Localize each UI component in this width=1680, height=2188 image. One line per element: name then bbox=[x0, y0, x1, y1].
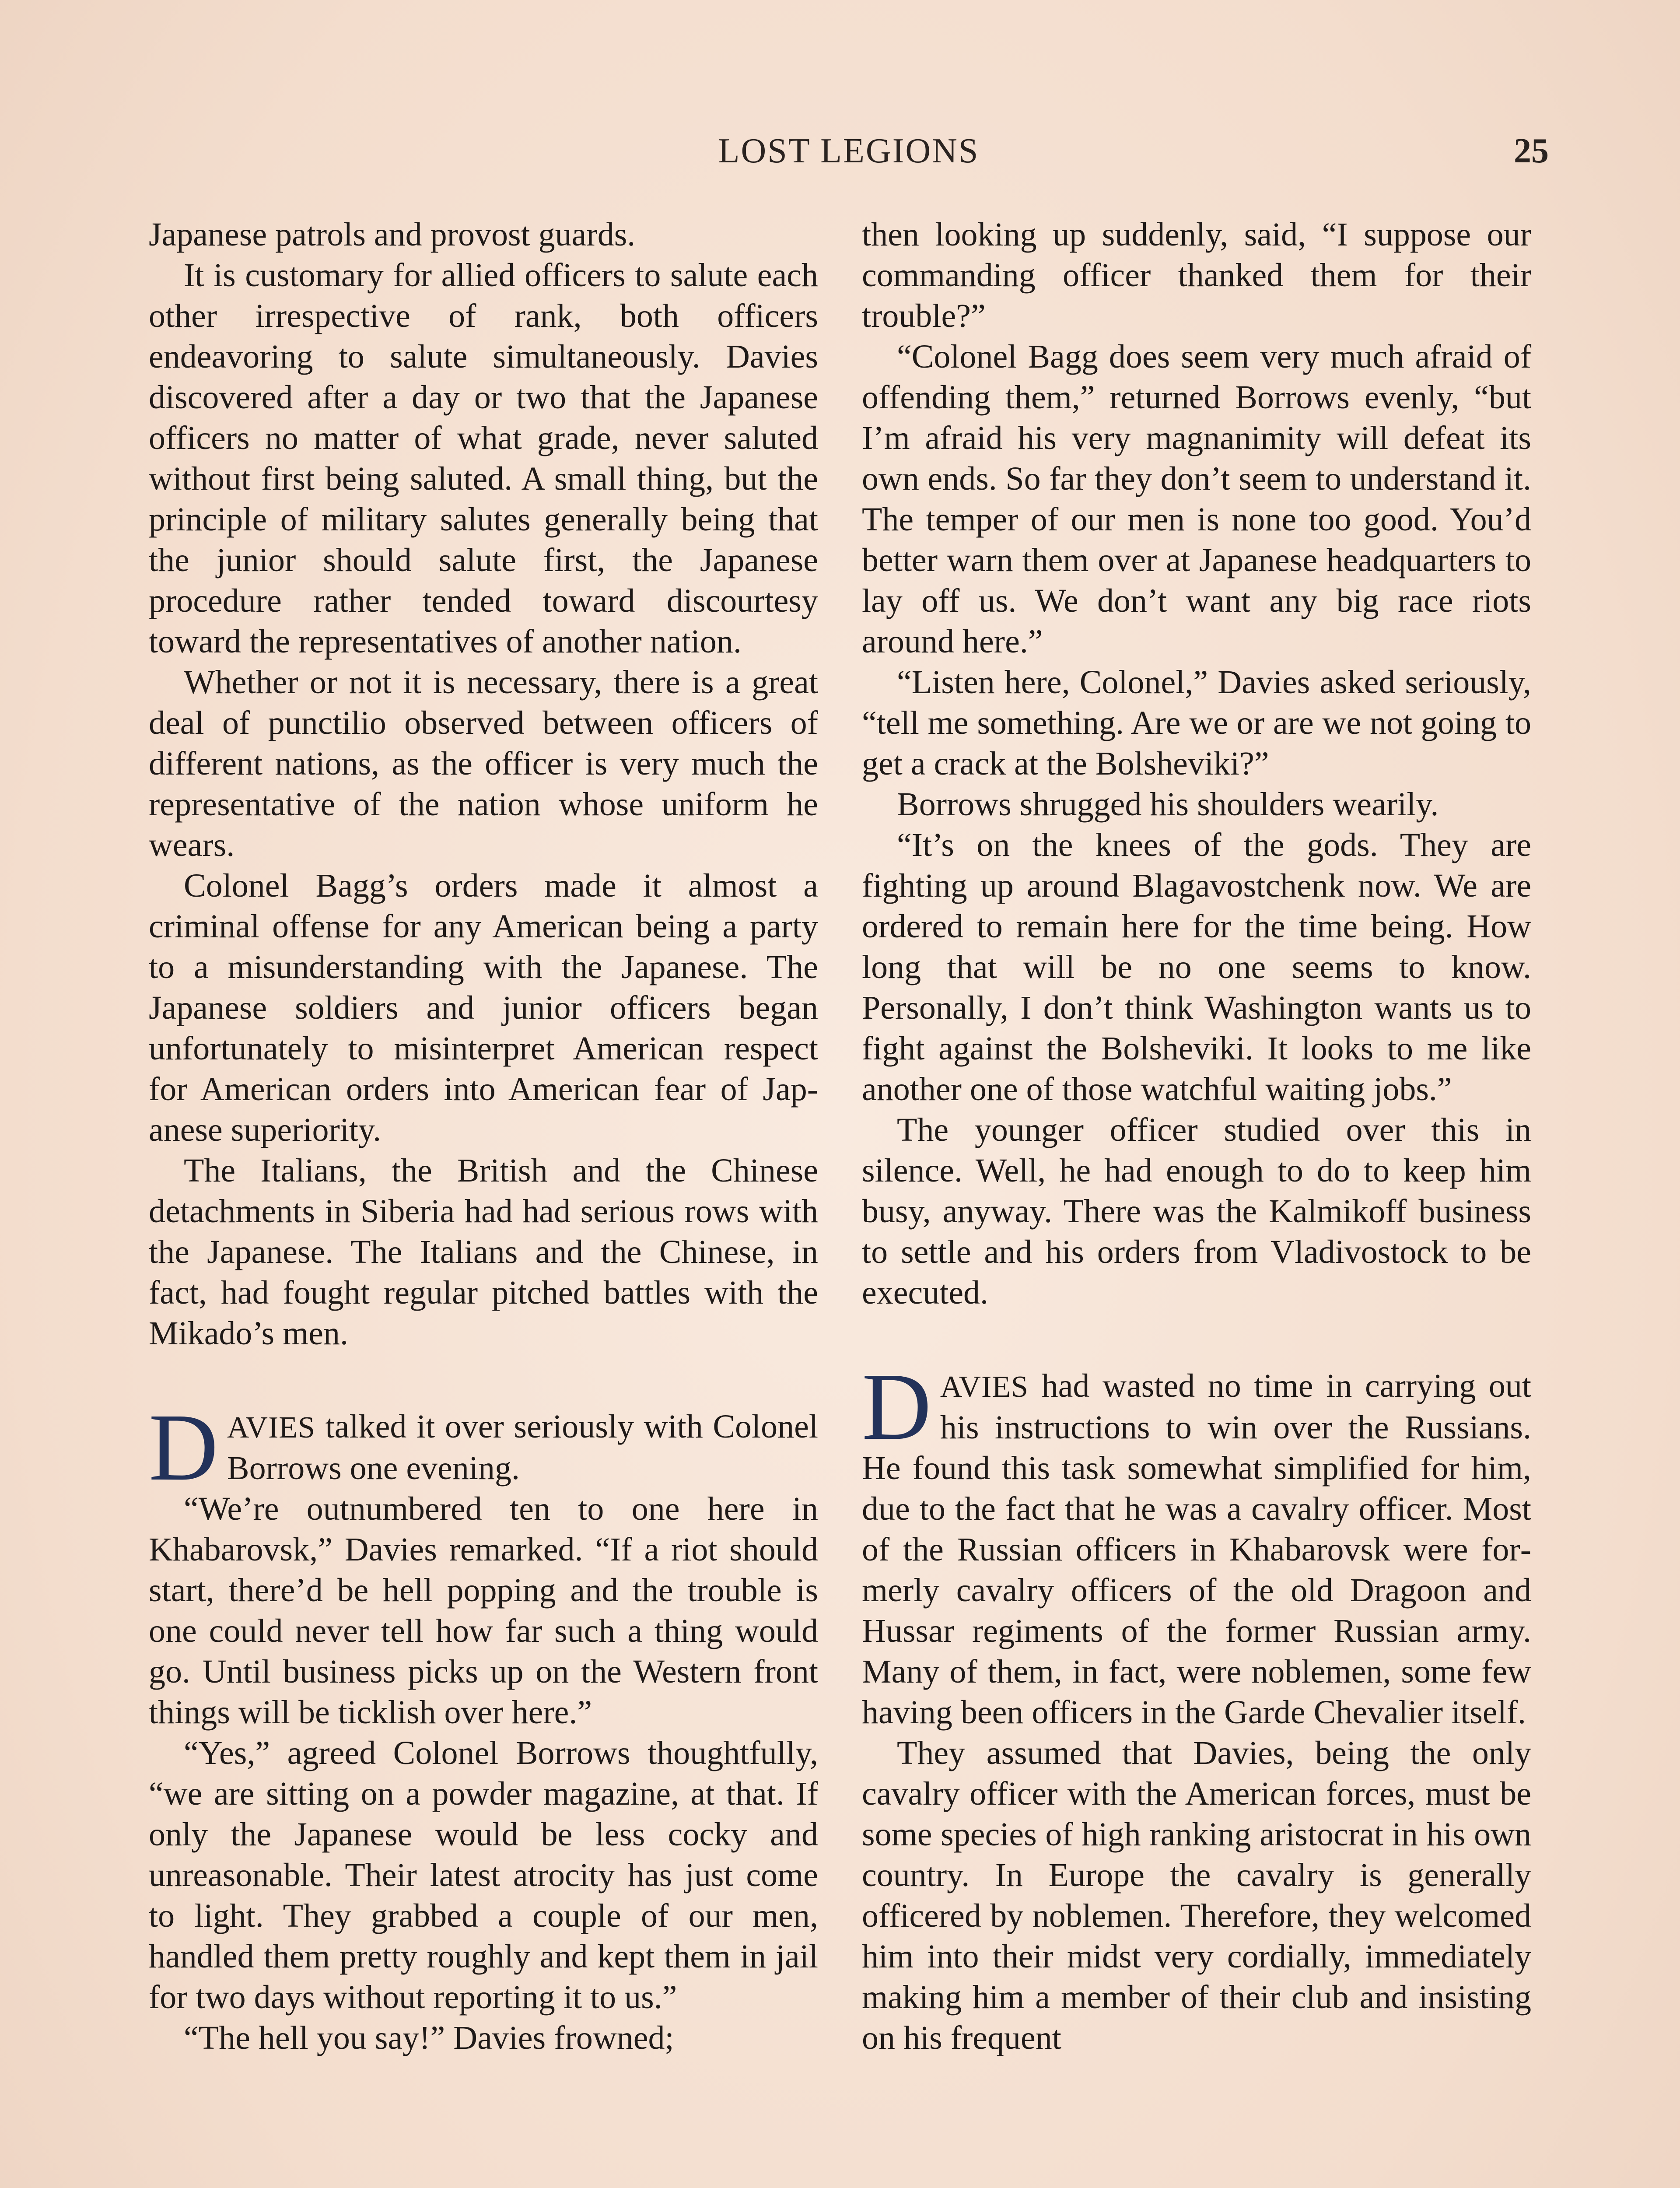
paragraph: Japanese patrols and provost guards. bbox=[149, 216, 636, 253]
page-number: 25 bbox=[1514, 132, 1549, 170]
paragraph: “Yes,” agreed Colonel Borrows thoughtfully, “we are sitting on a powder magazine, at that. If only the Japanese would be less cocky and unreasonable. Their latest atrocity has just come to light. They grabbed a couple of our men, handled them pretty roughly and kept them in jail for two days without reporting it to us.” bbox=[149, 1735, 818, 2016]
paragraph: “We’re outnumbered ten to one here in Khabarovsk,” Davies remarked. “If a riot should start, there’d be hell popping and the trouble is one could never tell how far such a thing would go. Until business picks up on the Western front things will be ticklish over here.” bbox=[149, 1490, 818, 1731]
running-title: LOST LEGIONS bbox=[718, 132, 980, 170]
paragraph-text: had wasted no time in carrying out his instructions to win over the Russians. He found this task somewhat simplified for him, due to the fact that he was a cavalry officer. Most of the Russian officers in Khabarovsk were formerly cavalry officers of the old Dragoon and Hussar regiments of the former Russian army. Many of them, in fact, were noblemen, some few having been officers in the Garde Chevalier itself. bbox=[862, 1368, 1531, 1731]
paragraph: “Listen here, Colonel,” Davies asked seriously, “tell me something. Are we or are we not going to get a crack at the Bolsheviki?” bbox=[862, 664, 1531, 782]
paragraph: Borrows shrugged his shoulders wearily. bbox=[897, 786, 1439, 823]
left-column bbox=[149, 214, 818, 2058]
section-opening-paragraph bbox=[862, 1353, 1531, 1733]
paragraph: They assumed that Davies, being the only cavalry officer with the American forces, must be some species of high ranking aristocrat in his own country. In Europe the cavalry is generally officered by noblemen. Therefore, they welcomed him into their midst very cordially, immediately making him a member of their club and insisting on his frequent bbox=[862, 1735, 1531, 2056]
section-break bbox=[149, 1354, 818, 1406]
paragraph: It is customary for allied officers to salute each other irrespective of rank, both officers endeavoring to salute simultaneously. Davies discovered after a day or two that the Japanese officers no matter of what grade, never saluted without first being saluted. A small thing, but the principle of military salutes generally being that the junior should salute first, the Japanese procedure rather tended toward discourtesy toward the representatives of another nation. bbox=[149, 257, 818, 660]
section-opening-paragraph bbox=[149, 1394, 818, 1501]
drop-cap: D bbox=[149, 1394, 218, 1501]
paragraph: Whether or not it is necessary, there is a great deal of punctilio observed between officers of different nations, as the officer is very much the representative of the nation whose uniform he wears. bbox=[149, 664, 818, 863]
small-caps-lead: AVIES bbox=[227, 1411, 315, 1445]
page-header bbox=[149, 131, 1549, 179]
right-column bbox=[862, 214, 1531, 2058]
paragraph-text: talked it over seriously with Colonel Borrows one evening. bbox=[227, 1408, 818, 1487]
paragraph: The younger officer studied over this in silence. Well, he had enough to do to keep him busy, anyway. There was the Kalmikoff business to settle and his orders from Vladivostock to be executed. bbox=[862, 1112, 1531, 1311]
paragraph: then looking up suddenly, said, “I suppose our commanding officer thanked them for their trouble?” bbox=[862, 216, 1531, 334]
paragraph: “Colonel Bagg does seem very much afraid of offending them,” returned Borrows evenly, “but I’m afraid his very magnanimity will defeat its own ends. So far they don’t seem to understand it. The temper of our men is none too good. You’d better warn them over at Japanese headquarters to lay off us. We don’t want any big race riots around here.” bbox=[862, 338, 1531, 660]
small-caps-lead: AVIES bbox=[940, 1370, 1029, 1404]
paragraph: The Italians, the British and the Chinese detachments in Siberia had had serious rows with the Japanese. The Italians and the Chinese, in fact, had fought regular pitched battles with the Mikado’s men. bbox=[149, 1152, 818, 1352]
paragraph: Colonel Bagg’s orders made it almost a criminal offense for any American being a party to a misunderstanding with the Japanese. The Japanese soldiers and junior officers began unfortunately to misinterpret American respect for American orders into American fear of Japanese superiority. bbox=[149, 867, 818, 1148]
paragraph: “The hell you say!” Davies frowned; bbox=[184, 2020, 674, 2056]
paragraph: “It’s on the knees of the gods. They are fighting up around Blagavostchenk now. We are ordered to remain here for the time being. How long that will be no one seems to know. Personally, I don’t think Washington wants us to fight against the Bolsheviki. It looks to me like another one of those watchful waiting jobs.” bbox=[862, 827, 1531, 1108]
section-break bbox=[862, 1313, 1531, 1366]
drop-cap: D bbox=[862, 1353, 931, 1460]
